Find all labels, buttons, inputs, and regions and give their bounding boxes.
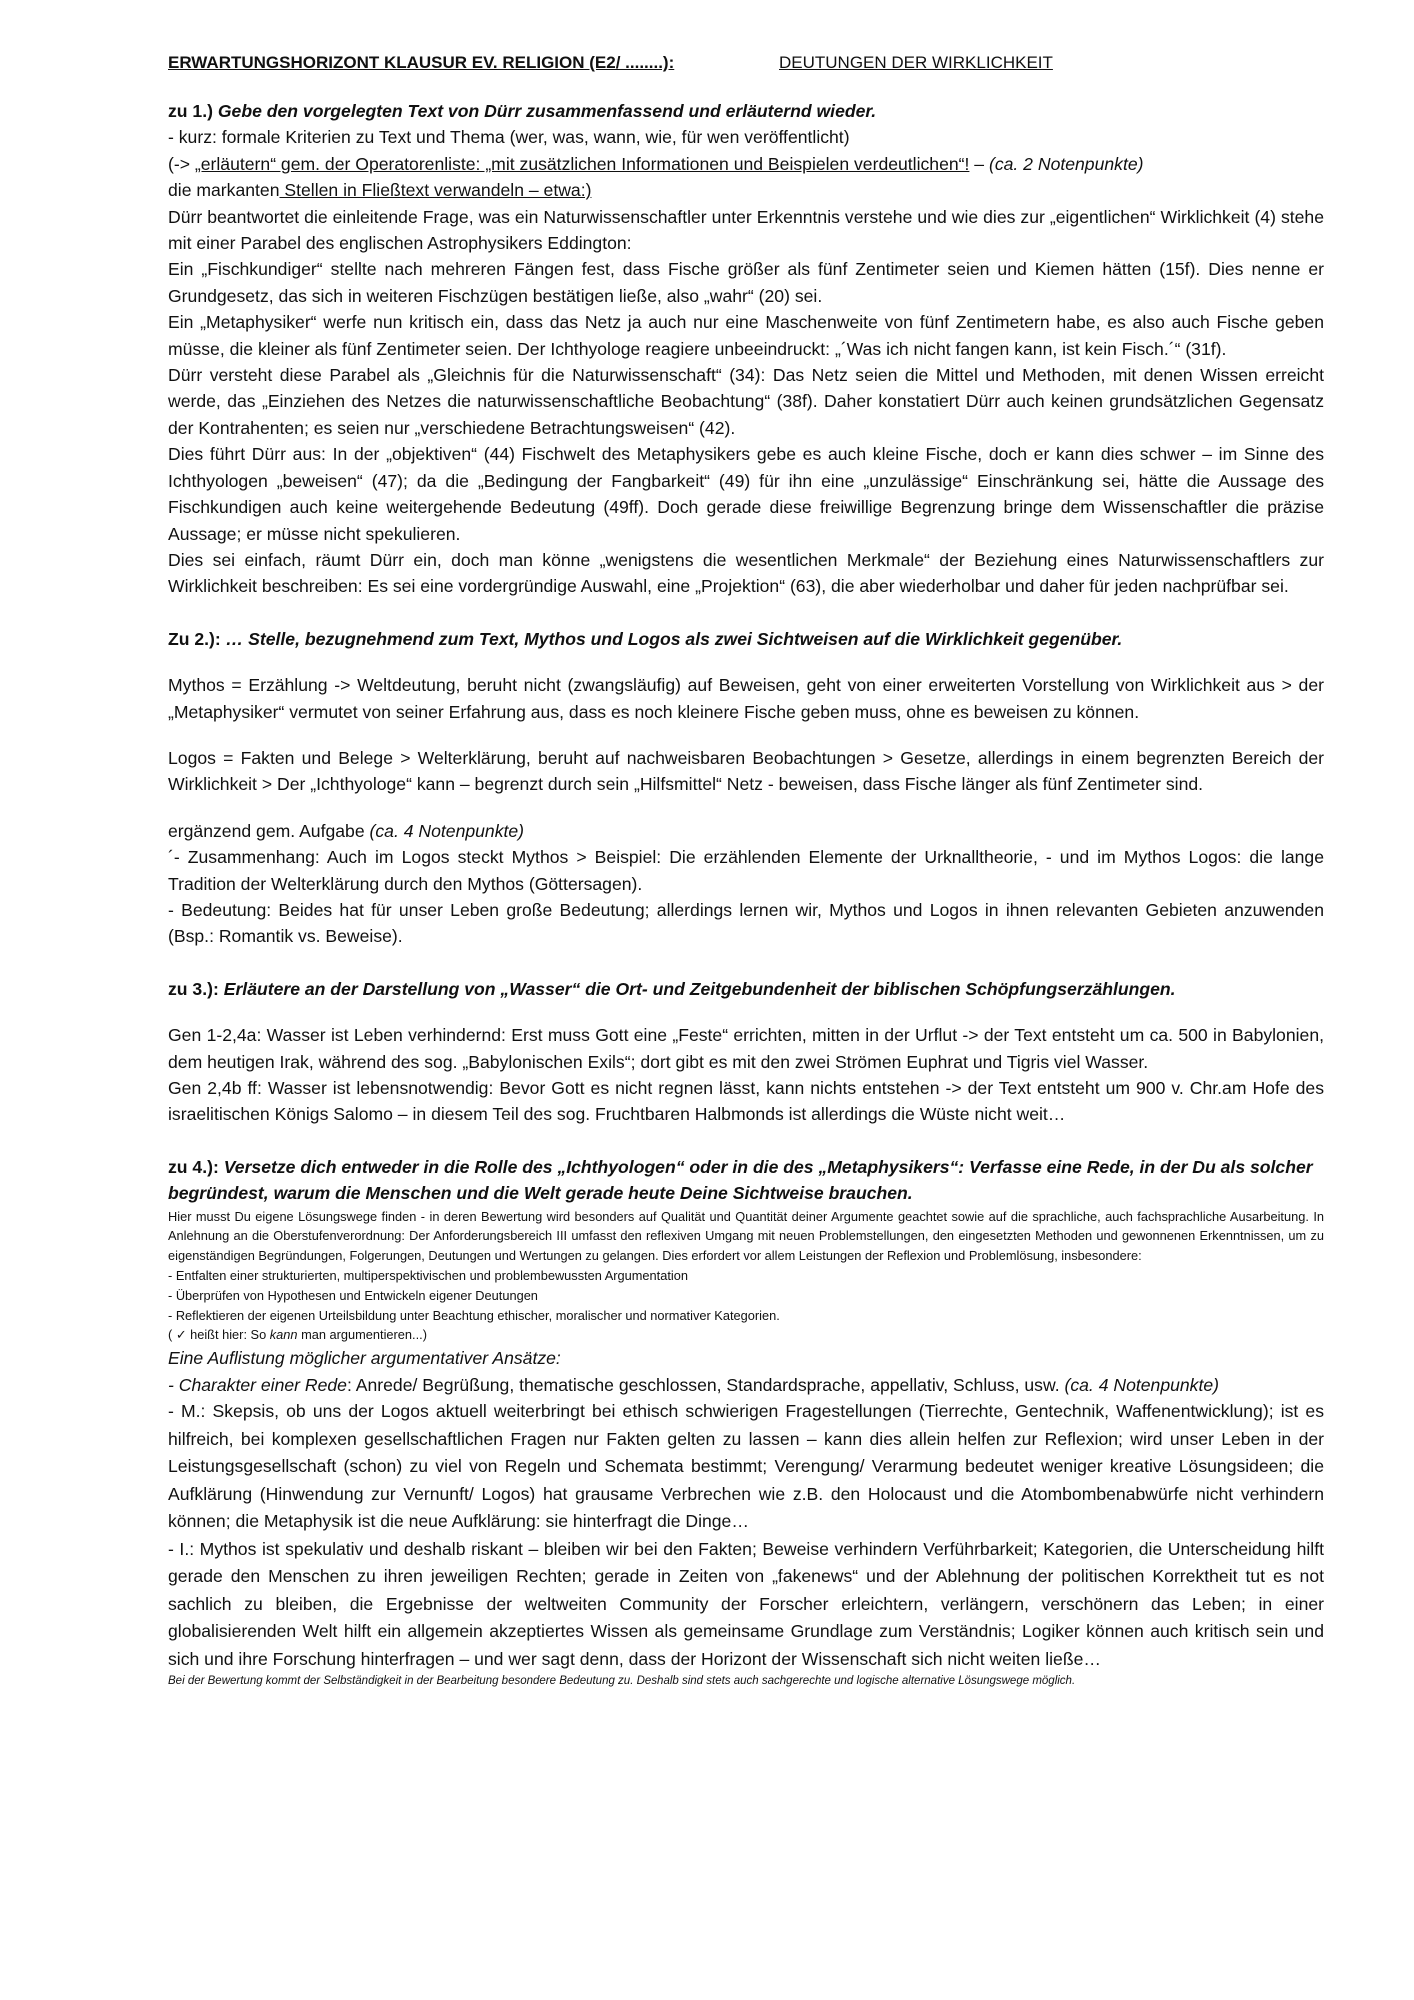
q2-mythos: Mythos = Erzählung -> Weltdeutung, beruht nicht (zwangsläufig) auf Beweisen, geht von einer erweiterten Vorstellung von Wirklichkeit aus > der „Metaphysiker“ vermutet von seiner Erfahrung aus, dass es noch kleinere Fische geben muss, ohne es beweisen zu können. xyxy=(168,675,1324,722)
q1-heading xyxy=(168,98,1324,124)
q1-prefix: zu 1.) xyxy=(168,101,213,121)
q1-points: (ca. 2 Notenpunkte) xyxy=(988,153,1144,174)
q4-criterion-2: - Überprüfen von Hypothesen und Entwickeln eigener Deutungen xyxy=(168,1287,538,1303)
q1-para4: Dürr versteht diese Parabel als „Gleichnis für die Naturwissenschaft“ (34): Das Netz seien die Mittel und Methoden, mit denen Wissen erreicht werde, das „Einziehen des Netzes die naturwissenschaftliche Beobachtung“ (38f). Daher konstatiert Dürr auch keinen grundsätzlichen Gegensatz der Kontrahenten; es seien nur „verschiedene Betrachtungsweisen“ (42). xyxy=(168,365,1324,438)
q1-para1: Dürr beantwortet die einleitende Frage, was ein Naturwissenschaftler unter Erkenntnis verstehe und wie dies zur „eigentlichen“ Wirklichkeit (4) stehe mit einer Parabel des englischen Astrophysikers Eddington: xyxy=(168,206,1324,254)
q2-task: … Stelle, bezugnehmend zum Text, Mythos und Logos als zwei Sichtweisen auf die Wirklichkeit gegenüber. xyxy=(220,628,1123,649)
q4-ichthyologe: - I.: Mythos ist spekulativ und deshalb riskant – bleiben wir bei den Fakten; Beweise verhindern Verführbarkeit; Kategorien, die Unterscheidung hilft gerade den Menschen zu ihren jeweiligen Rechten; gerade in Zeiten von „fakenews“ und der Ablehnung der politischen Korrektheit tut es not sachlich zu bleiben, die Ergebnisse der weltweiten Community der Forscher erleichtern, verlängern, verschönern das Leben; in einer globalisierenden Welt hilft ein allgemein akzeptiertes Wissen als gemeinsame Grundlage zum Verständnis; Logiker können auch kritisch sein und sich und ihre Forschung hinterfragen – und wer sagt denn, dass der Horizont der Wissenschaft sich nicht weiten ließe… xyxy=(168,1538,1324,1669)
q4-criterion-3: - Reflektieren der eigenen Urteilsbildung unter Beachtung ethischer, moralischer und normativer Kategorien. xyxy=(168,1307,780,1323)
q4-heading xyxy=(168,1154,1324,1207)
title-sub: DEUTUNGEN DER WIRKLICHKEIT xyxy=(779,53,1053,72)
q1-para6: Dies sei einfach, räumt Dürr ein, doch man könne „wenigstens die wesentlichen Merkmale“ der Beziehung eines Naturwissenschaftlers zur Wirklichkeit beschreiben: Es sei eine vordergründige Auswahl, eine „Projektion“ (63), die aber wiederholbar und daher für jeden nachprüfbar sei. xyxy=(168,549,1324,597)
q3-task: Erläutere an der Darstellung von „Wasser“ die Ort- und Zeitgebundenheit der biblischen Schöpfungserzählungen. xyxy=(223,978,1176,999)
q2-prefix: Zu 2.): xyxy=(168,628,221,649)
q4-prefix: zu 4.): xyxy=(168,1156,219,1177)
q4-speech-character: - Charakter einer Rede: Anrede/ Begrüßung, thematische geschlossen, Standardsprache, appellativ, Schluss, usw. (ca. 4 Notenpunkte) xyxy=(168,1374,1220,1395)
q2-ergaenzend: ergänzend gem. Aufgabe (ca. 4 Notenpunkte) xyxy=(168,820,525,841)
operator-quote: „erläutern“ gem. der Operatorenliste: „mit zusätzlichen Informationen und Beispielen verdeutlichen“! xyxy=(194,153,970,174)
q1-para2: Ein „Fischkundiger“ stellte nach mehreren Fängen fest, dass Fische größer als fünf Zentimeter seien und Kiemen hätten (15f). Dies nenne er Grundgesetz, das sich in weiteren Fischzügen bestätigen ließe, also „wahr“ (20) sei. xyxy=(168,259,1324,306)
q2-bedeutung: - Bedeutung: Beides hat für unser Leben große Bedeutung; allerdings lernen wir, Mythos und Logos in ihnen relevanten Gebieten anzuwenden (Bsp.: Romantik vs. Beweise). xyxy=(168,899,1324,947)
q2-logos: Logos = Fakten und Belege > Welterklärung, beruht auf nachweisbaren Beobachtungen > Gesetze, allerdings in einem begrenzten Bereich der Wirklichkeit > Der „Ichthyologe“ kann – begrenzt durch sein „Hilfsmittel“ Netz - beweisen, dass Fische länger als fünf Zentimeter sind. xyxy=(168,747,1324,795)
document-page xyxy=(168,50,1324,1690)
q3-gen1: Gen 1-2,4a: Wasser ist Leben verhindernd: Erst muss Gott eine „Feste“ errichten, mitten in der Urflut -> der Text entsteht um ca. 500 in Babylonien, dem heutigen Irak, während des sog. „Babylonischen Exils“; dort gibt es mit den zwei Strömen Euphrat und Tigris viel Wasser. xyxy=(168,1025,1324,1072)
q2-heading xyxy=(168,626,1324,652)
q1-line1: - kurz: formale Kriterien zu Text und Thema (wer, was, wann, wie, für wen veröffentlicht) xyxy=(168,127,850,148)
q4-instructions: Hier musst Du eigene Lösungswege finden - in deren Bewertung wird besonders auf Qualität und Quantität deiner Argumente geachtet sowie auf die sprachliche, auch fachsprachliche Ausarbeitung. In Anlehnung an die Oberstufenverordnung: Der Anforderungsbereich III umfasst den reflexiven Umgang mit neuen Problemstellungen, den eingesetzten Methoden und gewonnenen Erkenntnissen, um zu eigenständigen Begründungen, Folgerungen, Deutungen und Wertungen zu gelangen. Dies erfordert vor allem Leistungen der Reflexion und Problemlösung, insbesondere: xyxy=(168,1208,1324,1264)
title-main: ERWARTUNGSHORIZONT KLAUSUR EV. RELIGION (E2/ ........): xyxy=(168,53,675,72)
q4-metaphysiker: - M.: Skepsis, ob uns der Logos aktuell weiterbringt bei ethisch schwierigen Fragestellungen (Tierrechte, Gentechnik, Waffenentwicklung); ist es hilfreich, bei komplexen gesellschaftlichen Fragen nur Fakten gelten zu lassen – kann dies allein helfen zur Reflexion; wird unser Leben in der Leistungsgesellschaft (schon) zu viel von Regeln und Schemata bestimmt; Verengung/ Verarmung bedeutet weniger kreative Lösungsideen; die Aufklärung (Hinwendung zur Vernunft/ Logos) hat grausame Verbrechen wie z.B. den Holocaust und die Atombombenabwürfe nicht verhindern können; die Metaphysik ist die neue Aufklärung: sie hinterfragt die Dinge… xyxy=(168,1401,1324,1532)
q2-points: (ca. 4 Notenpunkte) xyxy=(369,820,525,841)
q4-list-heading: Eine Auflistung möglicher argumentativer Ansätze: xyxy=(168,1348,561,1369)
q3-prefix: zu 3.): xyxy=(168,978,219,999)
q4-criterion-1: - Entfalten einer strukturierten, multiperspektivischen und problembewussten Argumentation xyxy=(168,1268,688,1284)
q1-line3: die markanten Stellen in Fließtext verwandeln – etwa:) xyxy=(168,180,592,201)
q3-heading xyxy=(168,976,1324,1002)
q1-task: Gebe den vorgelegten Text von Dürr zusammenfassend und erläuternd wieder. xyxy=(217,101,877,121)
q1-line2: (-> „erläutern“ gem. der Operatorenliste: „mit zusätzlichen Informationen und Beispielen verdeutlichen“! – (ca. 2 Notenpunkte) xyxy=(168,153,1144,174)
q4-checkmark-note: ( ✓ heißt hier: So kann man argumentieren...) xyxy=(168,1327,427,1343)
q4-task: Versetze dich entweder in die Rolle des „Ichthyologen“ oder in die des „Metaphysikers“: Verfasse eine Rede, in der Du als solcher begründest, warum die Menschen und die Welt gerade heute Deine Sichtweise brauchen. xyxy=(168,1156,1313,1204)
q1-para5: Dies führt Dürr aus: In der „objektiven“ (44) Fischwelt des Metaphysikers gebe es auch kleine Fische, doch er kann dies schwer – im Sinne des Ichthyologen „beweisen“ (47); da die „Bedingung der Fangbarkeit“ (49) für ihn eine „unzulässige“ Einschränkung sei, hätte die Aussage des Fischkundigen auch keine weitergehende Bedeutung (49ff). Doch gerade diese freiwillige Begrenzung bringe dem Wissenschaftler die präzise Aussage; er müsse nicht spekulieren. xyxy=(168,444,1324,544)
footnote: Bei der Bewertung kommt der Selbständigkeit in der Bearbeitung besondere Bedeutung zu. Deshalb sind stets auch sachgerechte und logische alternative Lösungswege möglich. xyxy=(168,1675,1076,1688)
q3-gen2: Gen 2,4b ff: Wasser ist lebensnotwendig: Bevor Gott es nicht regnen lässt, kann nichts entstehen -> der Text entsteht um 900 v. Chr.am Hofe des israelitischen Königs Salomo – in diesem Teil des sog. Fruchtbaren Halbmonds ist allerdings die Wüste nicht weit… xyxy=(168,1078,1324,1125)
q1-para3: Ein „Metaphysiker“ werfe nun kritisch ein, dass das Netz ja auch nur eine Maschenweite von fünf Zentimetern habe, es also auch Fische geben müsse, die kleiner als fünf Zentimeter seien. Der Ichthyologe reagiere unbeeindruckt: „´Was ich nicht fangen kann, ist kein Fisch.´“ (31f). xyxy=(168,312,1324,359)
q2-zusammenhang: ´- Zusammenhang: Auch im Logos steckt Mythos > Beispiel: Die erzählenden Elemente der Urknalltheorie, - und im Mythos Logos: die lange Tradition der Welterklärung durch den Mythos (Göttersagen). xyxy=(168,847,1324,894)
document-title xyxy=(168,50,1324,76)
q4-points: (ca. 4 Notenpunkte) xyxy=(1064,1374,1220,1395)
